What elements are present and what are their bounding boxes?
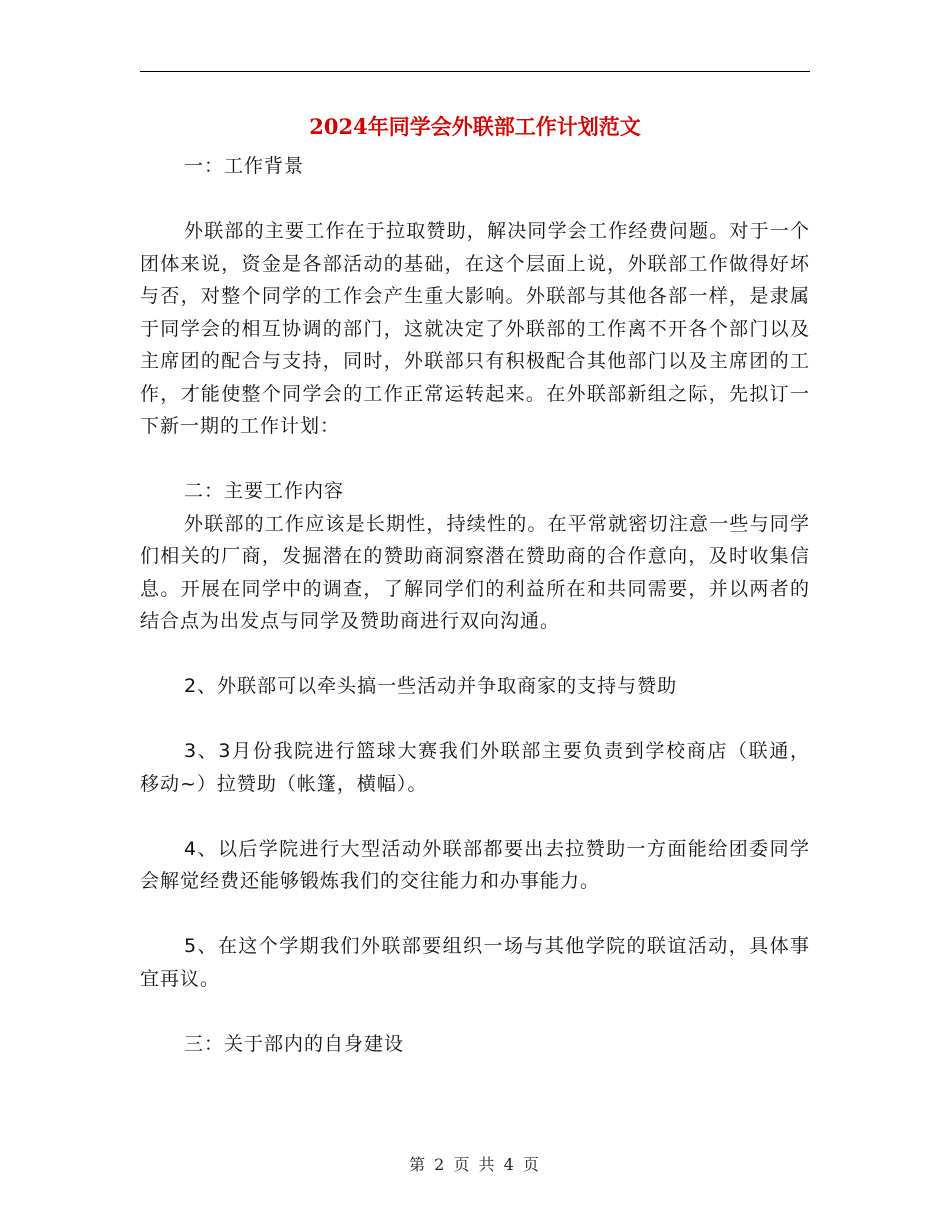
document-body [140,150,810,1060]
paragraph-background: 外联部的主要工作在于拉取赞助，解决同学会工作经费问题。对于一个团体来说，资金是各部活动的基础，在这个层面上说，外联部工作做得好坏与否，对整个同学的工作会产生重大影响。外联部与其他各部一样，是隶属于同学会的相互协调的部门，这就决定了外联部的工作离不开各个部门以及主席团的配合与支持，同时，外联部只有积极配合其他部门以及主席团的工作，才能使整个同学会的工作正常运转起来。在外联部新组之际，先拟订一下新一期的工作计划： [140,220,810,437]
list-item-5: 5、在这个学期我们外联部要组织一场与其他学院的联谊活动，具体事宜再议。 [140,935,810,990]
section-heading-self-building: 三：关于部内的自身建设 [184,1032,405,1055]
list-item-2: 2、外联部可以牵头搞一些活动并争取商家的支持与赞助 [184,675,678,697]
section-heading-background: 一：工作背景 [184,155,305,177]
list-item-3: 3、3月份我院进行篮球大赛我们外联部主要负责到学校商店（联通，移动~）拉赞助（帐篷，横幅）。 [140,740,810,795]
document-title: 2024年同学会外联部工作计划范文 [309,114,641,139]
section-heading-main-work: 二：主要工作内容 [184,480,345,502]
header-rule [140,71,810,72]
paragraph-main-work: 外联部的工作应该是长期性，持续性的。在平常就密切注意一些与同学们相关的厂商，发掘潜在的赞助商洞察潜在赞助商的合作意向，及时收集信息。开展在同学中的调查，了解同学们的利益所在和共同需要，并以两者的结合点为出发点与同学及赞助商进行双向沟通。 [140,512,810,632]
list-item-4: 4、以后学院进行大型活动外联部都要出去拉赞助一方面能给团委同学会解觉经费还能够锻炼我们的交往能力和办事能力。 [140,837,810,892]
page-number: 第 2 页 共 4 页 [409,1155,541,1174]
